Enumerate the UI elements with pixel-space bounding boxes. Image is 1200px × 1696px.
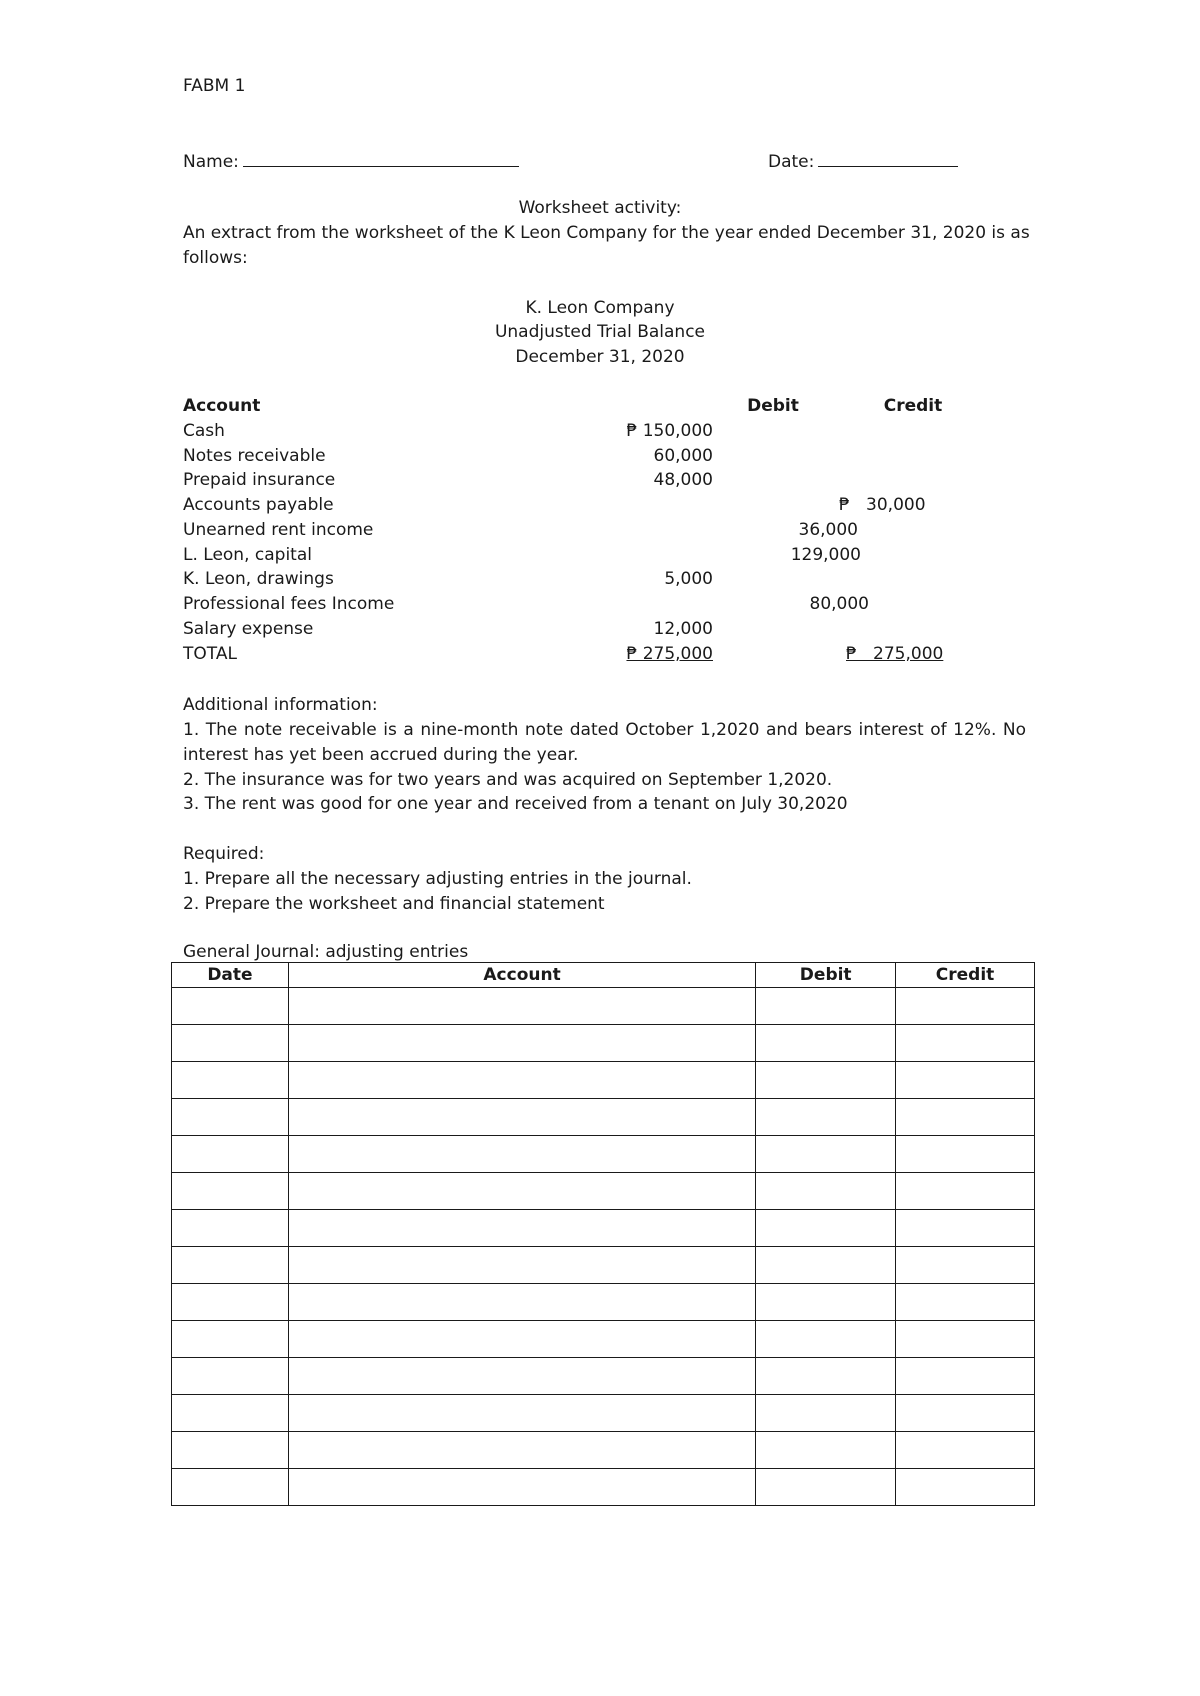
journal-row bbox=[172, 1358, 1035, 1395]
tb-credit-cell: 129,000 bbox=[790, 545, 861, 565]
tb-account-cell: Professional fees Income bbox=[183, 594, 395, 614]
journal-cell-account[interactable] bbox=[288, 1284, 755, 1321]
journal-header-credit: Credit bbox=[896, 963, 1035, 988]
journal-cell-debit[interactable] bbox=[756, 1432, 896, 1469]
journal-row bbox=[172, 1099, 1035, 1136]
tb-account-cell: Prepaid insurance bbox=[183, 470, 336, 490]
journal-cell-date[interactable] bbox=[172, 1358, 289, 1395]
journal-cell-account[interactable] bbox=[288, 1136, 755, 1173]
journal-cell-debit[interactable] bbox=[756, 1469, 896, 1506]
journal-cell-date[interactable] bbox=[172, 1247, 289, 1284]
journal-cell-credit[interactable] bbox=[896, 1210, 1035, 1247]
journal-cell-account[interactable] bbox=[288, 1210, 755, 1247]
tb-account-cell: Notes receivable bbox=[183, 446, 326, 466]
tb-account-cell: K. Leon, drawings bbox=[183, 569, 334, 589]
intro-text-line1: An extract from the worksheet of the K Leon Company for the year ended December 31, 2020 is as bbox=[183, 223, 1030, 243]
journal-row bbox=[172, 1062, 1035, 1099]
journal-cell-account[interactable] bbox=[288, 1099, 755, 1136]
journal-row bbox=[172, 1136, 1035, 1173]
journal-row bbox=[172, 1247, 1035, 1284]
tb-debit-cell: ₱ 150,000 bbox=[626, 421, 713, 441]
date-field[interactable] bbox=[768, 150, 958, 172]
tb-debit-cell: 48,000 bbox=[653, 470, 713, 490]
journal-body bbox=[172, 988, 1035, 1506]
required-title: Required: bbox=[183, 844, 265, 864]
journal-header-account: Account bbox=[288, 963, 755, 988]
journal-cell-date[interactable] bbox=[172, 1173, 289, 1210]
journal-cell-account[interactable] bbox=[288, 1025, 755, 1062]
journal-row bbox=[172, 1432, 1035, 1469]
journal-cell-debit[interactable] bbox=[756, 1173, 896, 1210]
general-journal-table bbox=[171, 962, 1035, 1506]
journal-cell-credit[interactable] bbox=[896, 988, 1035, 1025]
journal-cell-date[interactable] bbox=[172, 1284, 289, 1321]
journal-header-date: Date bbox=[172, 963, 289, 988]
journal-cell-account[interactable] bbox=[288, 1432, 755, 1469]
journal-cell-date[interactable] bbox=[172, 1025, 289, 1062]
worksheet-title: Worksheet activity: bbox=[518, 198, 682, 218]
journal-cell-credit[interactable] bbox=[896, 1432, 1035, 1469]
tb-account-cell: Cash bbox=[183, 421, 225, 441]
table-row bbox=[183, 617, 943, 641]
additional-item1-line2: interest has yet been accrued during the year. bbox=[183, 745, 579, 765]
table-row bbox=[183, 444, 943, 468]
journal-row bbox=[172, 1210, 1035, 1247]
journal-cell-credit[interactable] bbox=[896, 1321, 1035, 1358]
date-label: Date: bbox=[768, 152, 815, 172]
name-blank-line[interactable] bbox=[243, 150, 519, 167]
journal-cell-debit[interactable] bbox=[756, 1025, 896, 1062]
tb-header-account: Account bbox=[183, 396, 261, 416]
journal-cell-debit[interactable] bbox=[756, 1062, 896, 1099]
journal-cell-date[interactable] bbox=[172, 1321, 289, 1358]
journal-row bbox=[172, 1025, 1035, 1062]
required-item1: 1. Prepare all the necessary adjusting entries in the journal. bbox=[183, 869, 692, 889]
table-row bbox=[183, 518, 943, 542]
table-row bbox=[183, 419, 943, 443]
journal-cell-account[interactable] bbox=[288, 1173, 755, 1210]
journal-cell-credit[interactable] bbox=[896, 1136, 1035, 1173]
additional-info-title: Additional information: bbox=[183, 695, 378, 715]
journal-cell-credit[interactable] bbox=[896, 1062, 1035, 1099]
journal-row bbox=[172, 1284, 1035, 1321]
journal-cell-account[interactable] bbox=[288, 1321, 755, 1358]
journal-cell-credit[interactable] bbox=[896, 1173, 1035, 1210]
company-name: K. Leon Company bbox=[525, 298, 675, 318]
table-row bbox=[183, 493, 943, 517]
journal-row bbox=[172, 1395, 1035, 1432]
tb-debit-cell: 5,000 bbox=[664, 569, 713, 589]
tb-account-cell: L. Leon, capital bbox=[183, 545, 312, 565]
journal-header-row bbox=[172, 963, 1035, 988]
journal-cell-account[interactable] bbox=[288, 1247, 755, 1284]
tb-header-credit: Credit bbox=[883, 396, 943, 416]
additional-item1-line1: 1. The note receivable is a nine-month note dated October 1,2020 and bears interest of 12%. No bbox=[183, 720, 1026, 740]
journal-cell-date[interactable] bbox=[172, 1395, 289, 1432]
journal-cell-debit[interactable] bbox=[756, 1358, 896, 1395]
course-label: FABM 1 bbox=[183, 76, 246, 96]
journal-title: General Journal: adjusting entries bbox=[183, 942, 469, 962]
name-field[interactable] bbox=[183, 150, 519, 172]
journal-cell-credit[interactable] bbox=[896, 1469, 1035, 1506]
tb-total-label: TOTAL bbox=[183, 644, 237, 664]
table-row bbox=[183, 468, 943, 492]
table-total-row bbox=[183, 642, 943, 666]
journal-cell-debit[interactable] bbox=[756, 988, 896, 1025]
journal-cell-debit[interactable] bbox=[756, 1247, 896, 1284]
journal-cell-credit[interactable] bbox=[896, 1099, 1035, 1136]
journal-cell-credit[interactable] bbox=[896, 1358, 1035, 1395]
journal-cell-date[interactable] bbox=[172, 1062, 289, 1099]
journal-cell-debit[interactable] bbox=[756, 1136, 896, 1173]
journal-cell-date[interactable] bbox=[172, 1210, 289, 1247]
journal-cell-account[interactable] bbox=[288, 1358, 755, 1395]
journal-row bbox=[172, 1321, 1035, 1358]
journal-cell-account[interactable] bbox=[288, 1395, 755, 1432]
journal-cell-date[interactable] bbox=[172, 1432, 289, 1469]
journal-cell-debit[interactable] bbox=[756, 1321, 896, 1358]
name-label: Name: bbox=[183, 152, 239, 172]
journal-cell-account[interactable] bbox=[288, 1062, 755, 1099]
tb-account-cell: Salary expense bbox=[183, 619, 314, 639]
journal-cell-debit[interactable] bbox=[756, 1284, 896, 1321]
additional-item2: 2. The insurance was for two years and was acquired on September 1,2020. bbox=[183, 770, 833, 790]
journal-cell-date[interactable] bbox=[172, 988, 289, 1025]
tb-credit-cell: 36,000 bbox=[798, 520, 858, 540]
tb-debit-cell: 60,000 bbox=[653, 446, 713, 466]
journal-cell-date[interactable] bbox=[172, 1136, 289, 1173]
journal-cell-account[interactable] bbox=[288, 1469, 755, 1506]
journal-row bbox=[172, 1469, 1035, 1506]
tb-account-cell: Unearned rent income bbox=[183, 520, 374, 540]
journal-cell-date[interactable] bbox=[172, 1099, 289, 1136]
trial-balance-header-row bbox=[183, 394, 943, 418]
tb-account-cell: Accounts payable bbox=[183, 495, 334, 515]
journal-cell-debit[interactable] bbox=[756, 1395, 896, 1432]
journal-cell-credit[interactable] bbox=[896, 1395, 1035, 1432]
tb-debit-cell: 12,000 bbox=[653, 619, 713, 639]
required-item2: 2. Prepare the worksheet and financial statement bbox=[183, 894, 605, 914]
additional-item3: 3. The rent was good for one year and received from a tenant on July 30,2020 bbox=[183, 794, 848, 814]
tb-total-credit: ₱ 275,000 bbox=[846, 644, 944, 664]
tb-credit-cell: ₱ 30,000 bbox=[839, 495, 926, 515]
trial-balance-table bbox=[183, 394, 943, 670]
journal-row bbox=[172, 988, 1035, 1025]
journal-cell-credit[interactable] bbox=[896, 1025, 1035, 1062]
table-row bbox=[183, 567, 943, 591]
tb-credit-cell: 80,000 bbox=[809, 594, 869, 614]
table-row bbox=[183, 543, 943, 567]
journal-cell-credit[interactable] bbox=[896, 1284, 1035, 1321]
journal-cell-debit[interactable] bbox=[756, 1099, 896, 1136]
tb-header-debit: Debit bbox=[747, 396, 799, 416]
trial-balance-date: December 31, 2020 bbox=[515, 347, 685, 367]
intro-text-line2: follows: bbox=[183, 248, 248, 268]
journal-row bbox=[172, 1173, 1035, 1210]
tb-total-debit: ₱ 275,000 bbox=[626, 644, 713, 664]
journal-header-debit: Debit bbox=[756, 963, 896, 988]
journal-cell-date[interactable] bbox=[172, 1469, 289, 1506]
date-blank-line[interactable] bbox=[818, 150, 958, 167]
journal-cell-credit[interactable] bbox=[896, 1247, 1035, 1284]
journal-cell-debit[interactable] bbox=[756, 1210, 896, 1247]
trial-balance-title: Unadjusted Trial Balance bbox=[494, 322, 706, 342]
journal-cell-account[interactable] bbox=[288, 988, 755, 1025]
table-row bbox=[183, 592, 943, 616]
